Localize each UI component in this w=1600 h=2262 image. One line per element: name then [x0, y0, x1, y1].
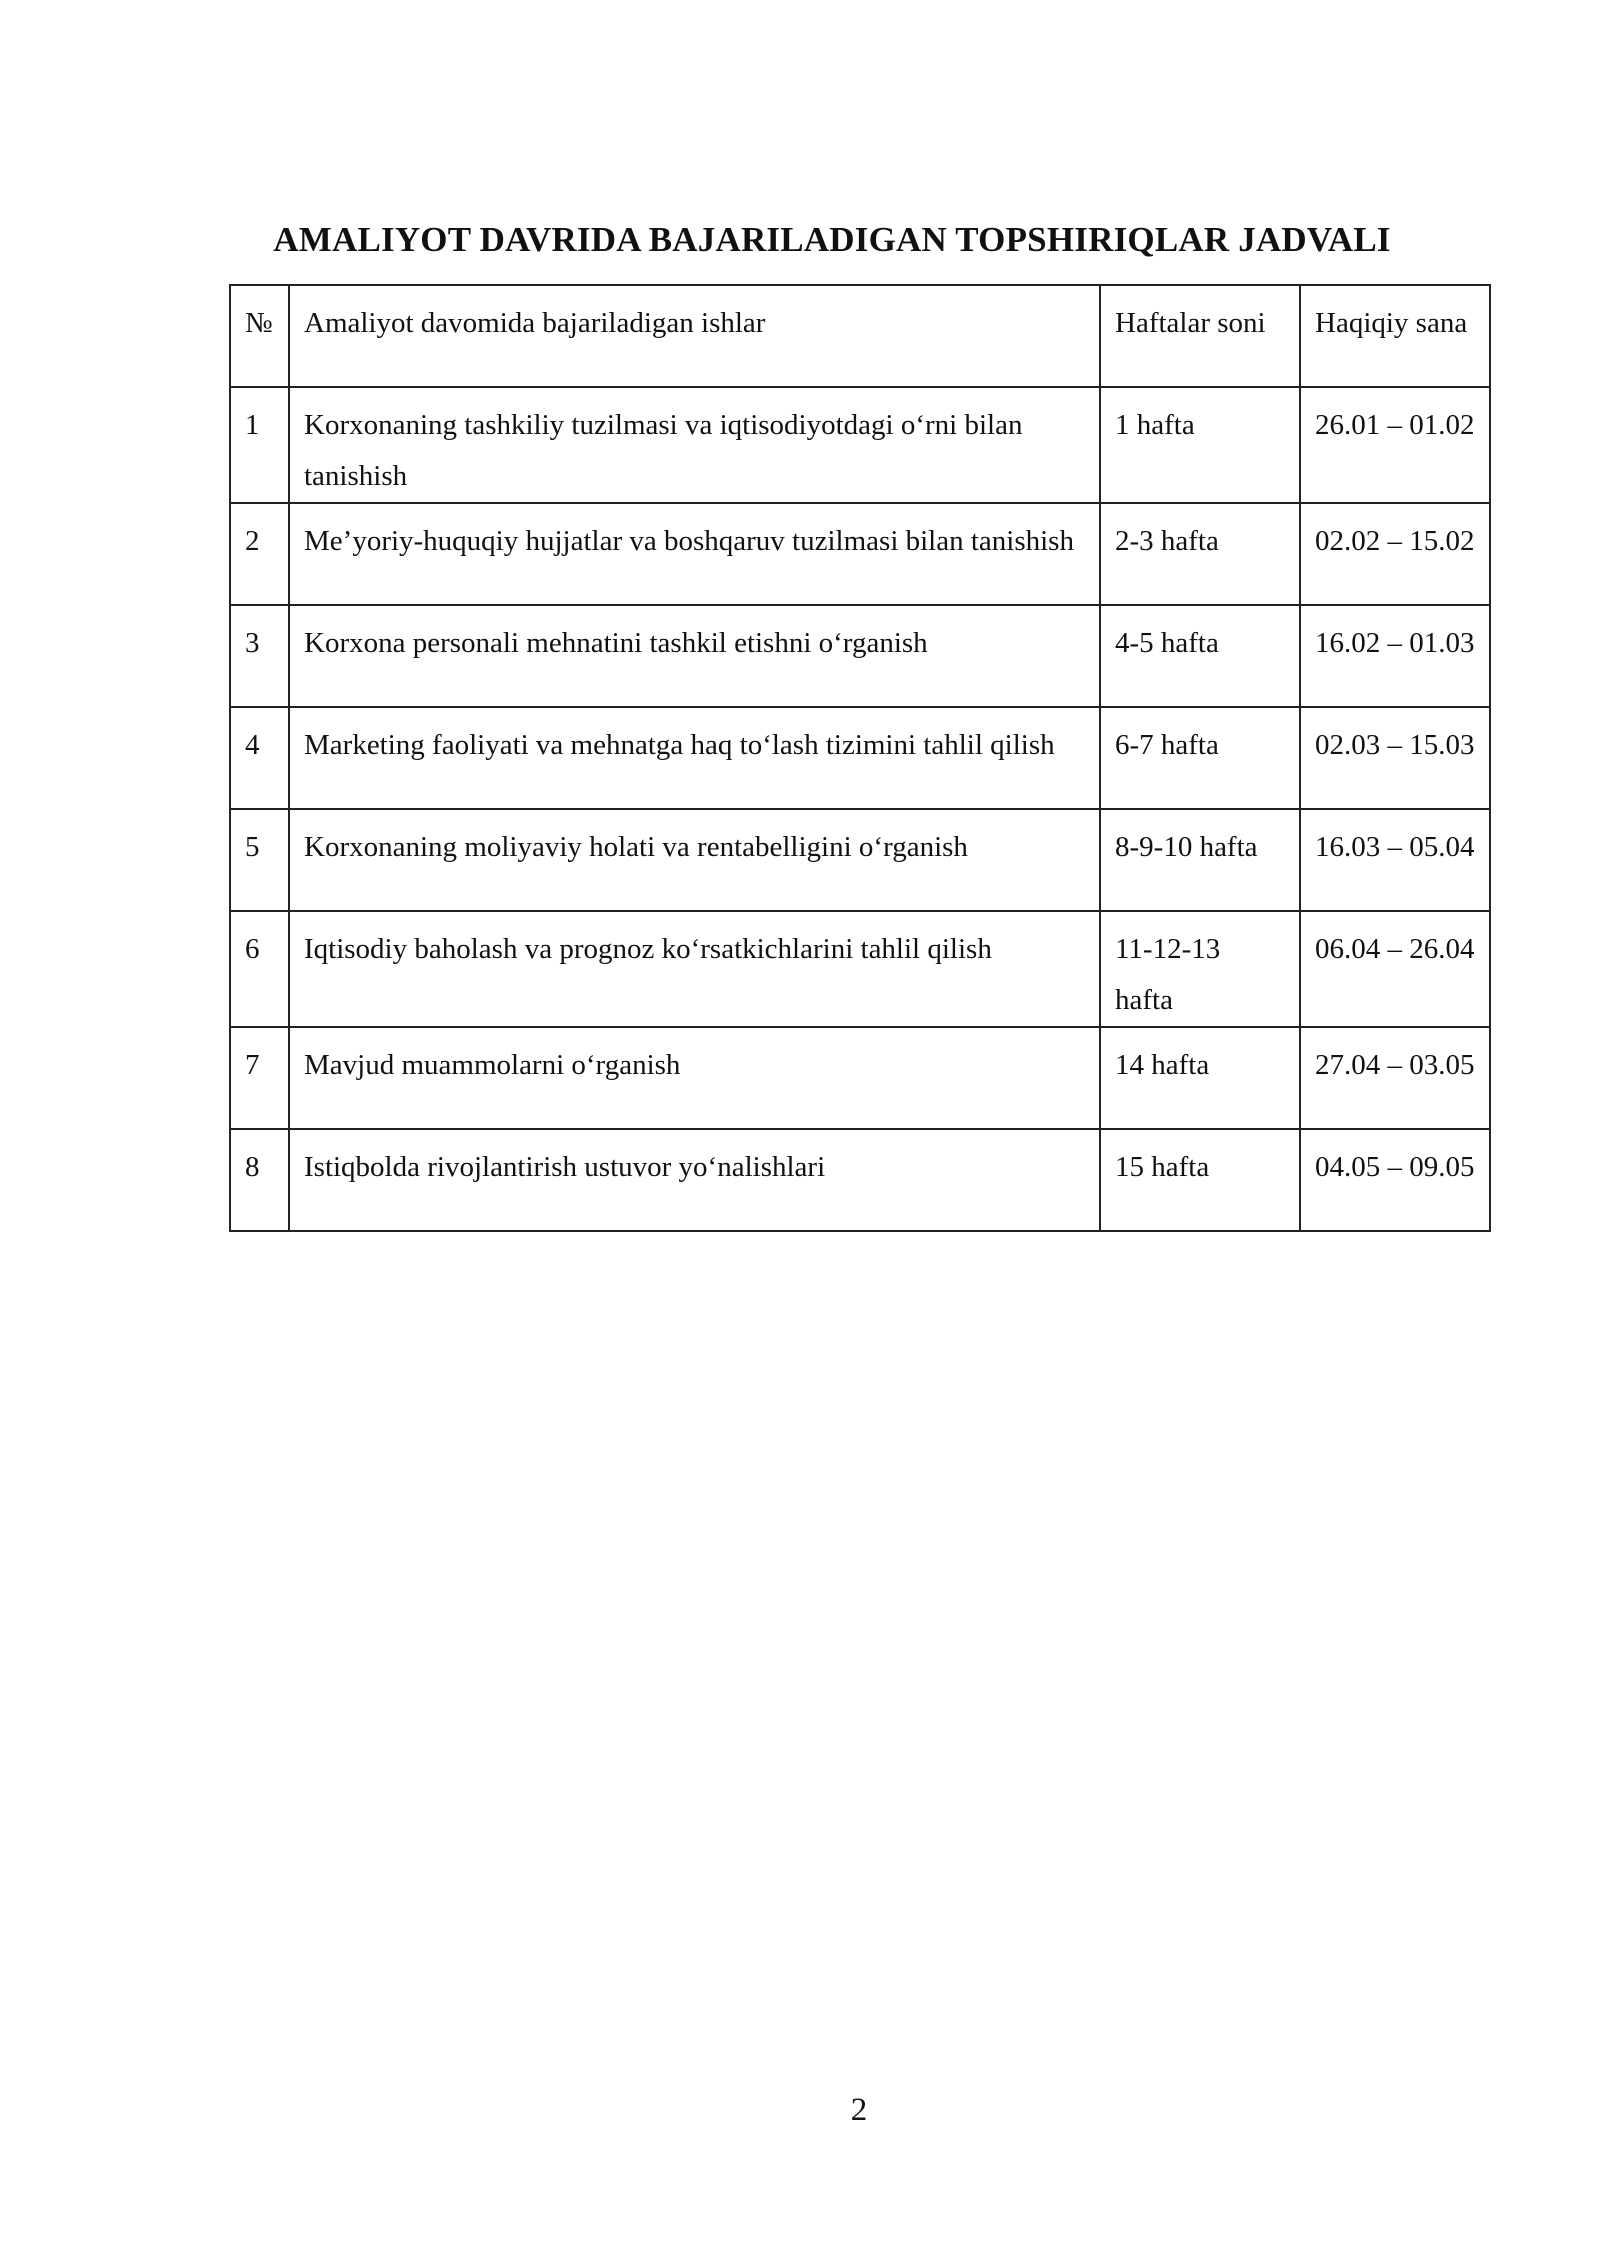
row-number: 8: [230, 1129, 289, 1231]
row-weeks: 6-7 hafta: [1100, 707, 1300, 809]
row-date: 16.02 – 01.03: [1300, 605, 1490, 707]
row-weeks: 1 hafta: [1100, 387, 1300, 503]
row-number: 4: [230, 707, 289, 809]
row-number: 6: [230, 911, 289, 1027]
page-title: AMALIYOT DAVRIDA BAJARILADIGAN TOPSHIRIQLAR JADVALI: [273, 220, 1391, 259]
table-row: [230, 605, 1490, 707]
table-row: [230, 911, 1490, 1027]
row-task: Korxona personali mehnatini tashkil etishni o‘rganish: [289, 605, 1100, 707]
page-number: 2: [850, 2092, 868, 2128]
row-number: 7: [230, 1027, 289, 1129]
row-task: Marketing faoliyati va mehnatga haq to‘lash tizimini tahlil qilish: [289, 707, 1100, 809]
table-row: [230, 1027, 1490, 1129]
header-weeks: Haftalar soni: [1100, 285, 1300, 387]
row-weeks: 8-9-10 hafta: [1100, 809, 1300, 911]
row-number: 3: [230, 605, 289, 707]
row-weeks: 11-12-13 hafta: [1100, 911, 1300, 1027]
row-task: Mavjud muammolarni o‘rganish: [289, 1027, 1100, 1129]
row-date: 16.03 – 05.04: [1300, 809, 1490, 911]
table-header-row: [230, 285, 1490, 387]
table-row: [230, 1129, 1490, 1231]
header-number: №: [230, 285, 289, 387]
row-date: 26.01 – 01.02: [1300, 387, 1490, 503]
row-weeks: 14 hafta: [1100, 1027, 1300, 1129]
header-task: Amaliyot davomida bajariladigan ishlar: [289, 285, 1100, 387]
table-row: [230, 387, 1490, 503]
row-task: Korxonaning moliyaviy holati va rentabelligini o‘rganish: [289, 809, 1100, 911]
row-weeks: 4-5 hafta: [1100, 605, 1300, 707]
table-row: [230, 503, 1490, 605]
row-date: 02.03 – 15.03: [1300, 707, 1490, 809]
row-number: 5: [230, 809, 289, 911]
row-number: 2: [230, 503, 289, 605]
row-task: Iqtisodiy baholash va prognoz ko‘rsatkichlarini tahlil qilish: [289, 911, 1100, 1027]
row-date: 04.05 – 09.05: [1300, 1129, 1490, 1231]
row-date: 02.02 – 15.02: [1300, 503, 1490, 605]
row-number: 1: [230, 387, 289, 503]
row-task: Istiqbolda rivojlantirish ustuvor yo‘nalishlari: [289, 1129, 1100, 1231]
row-date: 06.04 – 26.04: [1300, 911, 1490, 1027]
table-row: [230, 809, 1490, 911]
row-weeks: 2-3 hafta: [1100, 503, 1300, 605]
row-date: 27.04 – 03.05: [1300, 1027, 1490, 1129]
row-task: Me’yoriy-huquqiy hujjatlar va boshqaruv tuzilmasi bilan tanishish: [289, 503, 1100, 605]
tasks-table: [229, 284, 1491, 1232]
row-task: Korxonaning tashkiliy tuzilmasi va iqtisodiyotdagi o‘rni bilan tanishish: [289, 387, 1100, 503]
header-date: Haqiqiy sana: [1300, 285, 1490, 387]
table-row: [230, 707, 1490, 809]
row-weeks: 15 hafta: [1100, 1129, 1300, 1231]
